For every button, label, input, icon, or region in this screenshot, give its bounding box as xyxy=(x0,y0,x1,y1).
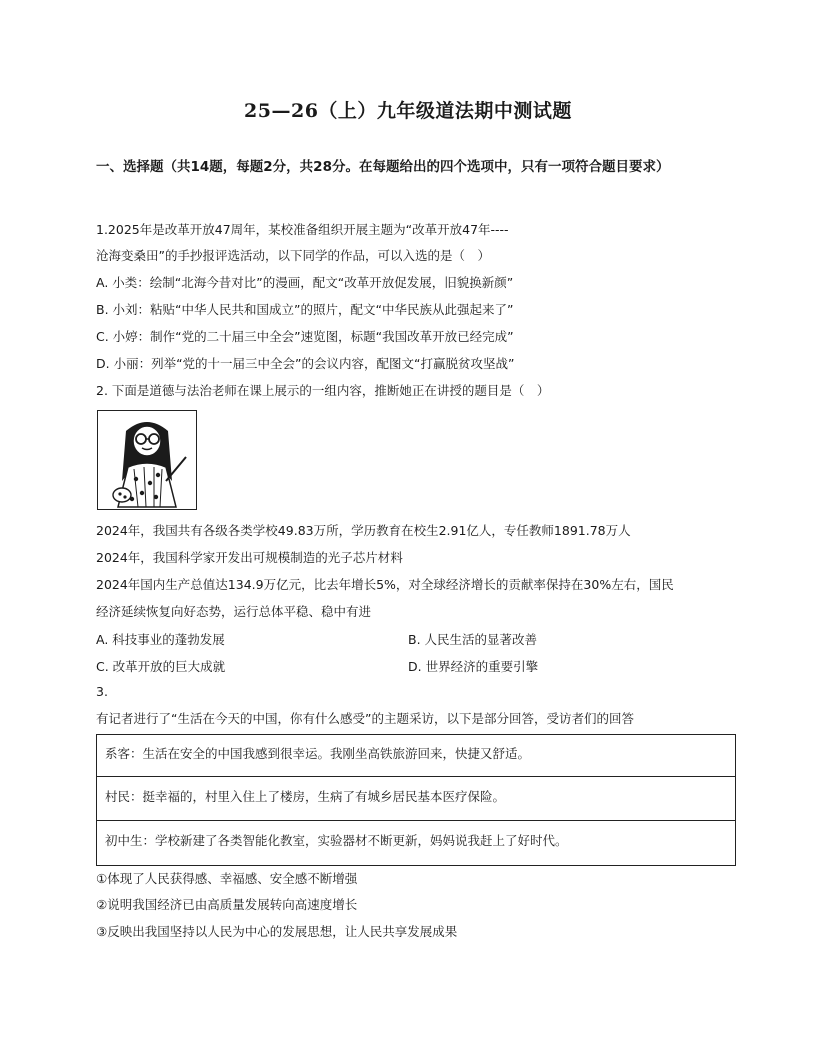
q3-statement-1: ①体现了人民获得感、幸福感、安全感不断增强 xyxy=(96,871,358,886)
q1-option-c: C. 小婷：制作“党的二十届三中全会”速览图，标题“我国改革开放已经完成” xyxy=(96,329,514,344)
q1-option-a: A. 小类：绘制“北海今昔对比”的漫画，配文“改革开放促发展，旧貌换新颜” xyxy=(96,275,514,290)
interview-row-tourist: 系客：生活在安全的中国我感到很幸运。我刚坐高铁旅游回来，快捷又舒适。 xyxy=(97,735,735,777)
teacher-drawing-icon xyxy=(98,411,196,509)
q3-statement-3: ③反映出我国坚持以人民为中心的发展思想，让人民共享发展成果 xyxy=(96,924,458,939)
teacher-illustration xyxy=(97,410,197,510)
q2-option-d: D. 世界经济的重要引擎 xyxy=(408,659,539,674)
page-title: 25—26（上）九年级道法期中测试题 xyxy=(244,100,572,122)
q1-option-b: B. 小刘：粘贴“中华人民共和国成立”的照片，配文“中华民族从此强起来了” xyxy=(96,302,514,317)
q2-material-line-1: 2024年，我国共有各级各类学校49.83万所，学历教育在校生2.91亿人，专任教师1891.78万人 xyxy=(96,523,631,538)
q2-option-b: B. 人民生活的显著改善 xyxy=(408,632,538,647)
q3-stem: 有记者进行了“生活在今天的中国，你有什么感受”的主题采访，以下是部分回答，受访者们的回答 xyxy=(96,711,634,726)
q2-option-a: A. 科技事业的蓬勃发展 xyxy=(96,632,225,647)
q2-stem: 2. 下面是道德与法治老师在课上展示的一组内容，推断她正在讲授的题目是（ ） xyxy=(96,383,550,398)
q3-statement-2: ②说明我国经济已由高质量发展转向高速度增长 xyxy=(96,897,358,912)
section-heading: 一、选择题（共14题，每题2分，共28分。在每题给出的四个选项中，只有一项符合题目要求） xyxy=(96,159,670,175)
q2-option-c: C. 改革开放的巨大成就 xyxy=(96,659,226,674)
q1-stem-line-2: 沧海变桑田”的手抄报评选活动，以下同学的作品，可以入选的是（ ） xyxy=(96,248,490,263)
q2-material-line-4: 经济延续恢复向好态势，运行总体平稳、稳中有进 xyxy=(96,604,372,619)
interview-table xyxy=(96,734,736,866)
q2-material-line-2: 2024年，我国科学家开发出可规模制造的光子芯片材料 xyxy=(96,550,403,565)
interview-row-villager: 村民：挺幸福的，村里入住上了楼房，生病了有城乡居民基本医疗保险。 xyxy=(97,777,735,821)
q1-stem-line-1: 1.2025年是改革开放47周年，某校准备组织开展主题为“改革开放47年---- xyxy=(96,222,509,237)
q2-material-line-3: 2024年国内生产总值达134.9万亿元，比去年增长5%，对全球经济增长的贡献率保持在30%左右，国民 xyxy=(96,577,674,592)
q1-option-d: D. 小丽：列举“党的十一届三中全会”的会议内容，配图文“打赢脱贫攻坚战” xyxy=(96,356,515,371)
q3-number: 3. xyxy=(96,684,108,699)
interview-row-student: 初中生：学校新建了各类智能化教室，实验器材不断更新，妈妈说我赶上了好时代。 xyxy=(105,833,568,848)
